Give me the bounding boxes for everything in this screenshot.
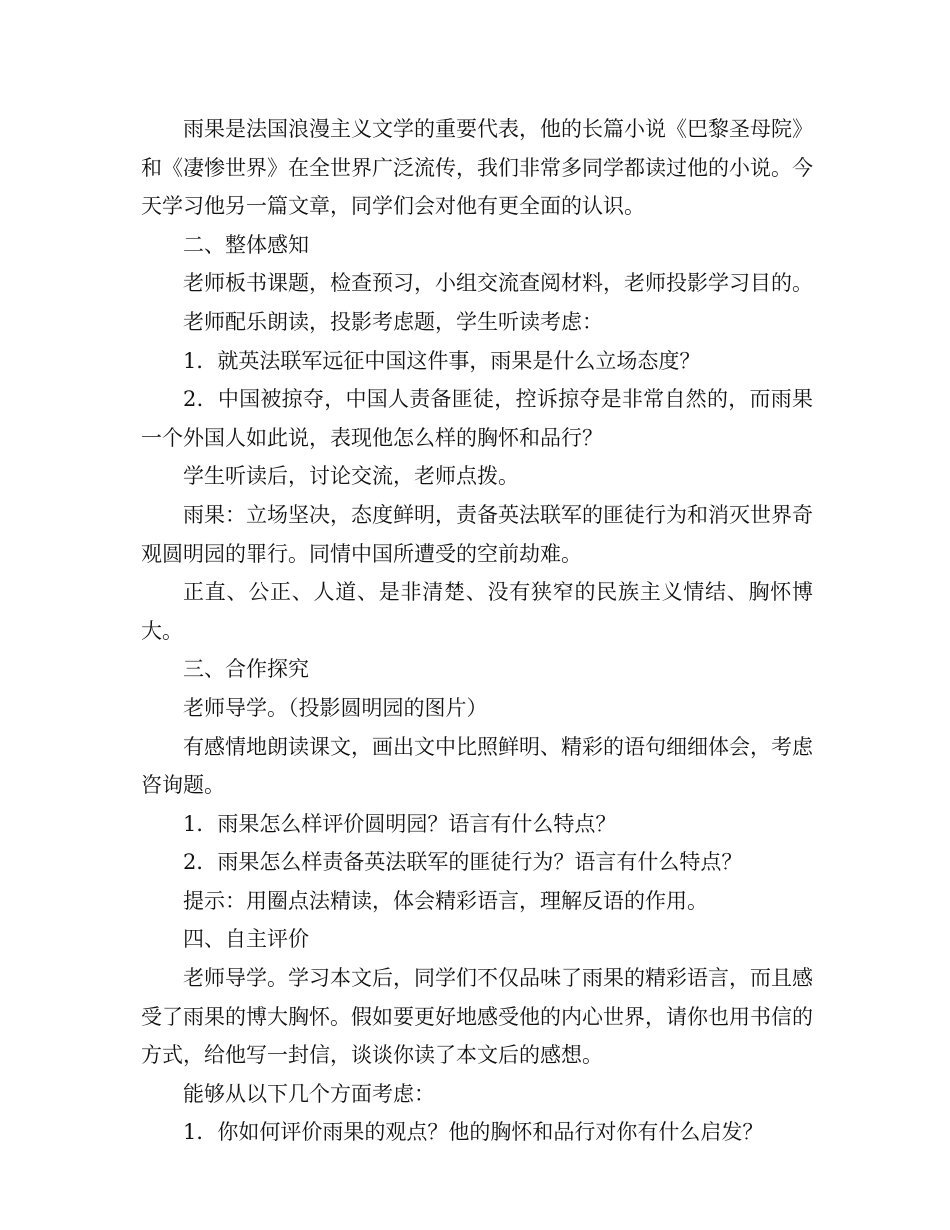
question-item-1: 1．就英法联军远征中国这件事，雨果是什么立场态度？ — [183, 348, 701, 373]
evaluation-item-1: 1．你如何评价雨果的观点？他的胸怀和品行对你有什么启发？ — [183, 1120, 764, 1145]
paragraph-emotional-reading: 有感情地朗读课文，画出文中比照鲜明、精彩的语句细细体会，考虑咨询题。 — [141, 734, 813, 798]
question-item-2: 2．中国被掠夺，中国人责备匪徒，控诉掠夺是非常自然的，而雨果一个外国人如此说，表现他怎么样的胸怀和品行？ — [141, 387, 813, 450]
paragraph-hint: 提示：用圈点法精读，体会精彩语言，理解反语的作用。 — [183, 888, 708, 913]
paragraph-consider-aspects: 能够从以下几个方面考虑： — [183, 1081, 435, 1106]
document-body — [141, 110, 813, 1152]
paragraph-hugo-stance: 雨果：立场坚决，态度鲜明，责备英法联军的匪徒行为和消灭世界奇观圆明园的罪行。同情中国所遭受的空前劫难。 — [141, 502, 813, 566]
paragraph-student-discussion: 学生听读后，讨论交流，老师点拨。 — [183, 464, 519, 489]
section-heading-cooperative-inquiry: 三、合作探究 — [183, 657, 309, 682]
inquiry-question-1: 1．雨果怎么样评价圆明园？语言有什么特点？ — [183, 811, 617, 836]
paragraph-teacher-reading: 老师配乐朗读，投影考虑题，学生听读考虑： — [183, 309, 603, 334]
paragraph-intro-hugo: 雨果是法国浪漫主义文学的重要代表，他的长篇小说《巴黎圣母院》和《凄惨世界》在全世界广泛流传，我们非常多同学都读过他的小说。今天学习他另一篇文章，同学们会对他有更全面的认识。 — [141, 117, 813, 219]
paragraph-teacher-guide-letter: 老师导学。学习本文后，同学们不仅品味了雨果的精彩语言，而且感受了雨果的博大胸怀。假如要更好地感受他的内心世界，请你也用书信的方式，给他写一封信，谈谈你读了本文后的感想。 — [141, 966, 813, 1068]
paragraph-teacher-board: 老师板书课题，检查预习，小组交流查阅材料，老师投影学习目的。 — [183, 271, 813, 296]
section-heading-self-evaluation: 四、自主评价 — [183, 927, 309, 952]
paragraph-hugo-traits: 正直、公正、人道、是非清楚、没有狭窄的民族主义情结、胸怀博大。 — [141, 580, 813, 643]
section-heading-overall-perception: 二、整体感知 — [183, 232, 309, 257]
paragraph-teacher-guide-projection: 老师导学。（投影圆明园的图片） — [183, 695, 488, 720]
inquiry-question-2: 2．雨果怎么样责备英法联军的匪徒行为？语言有什么特点？ — [183, 850, 743, 875]
